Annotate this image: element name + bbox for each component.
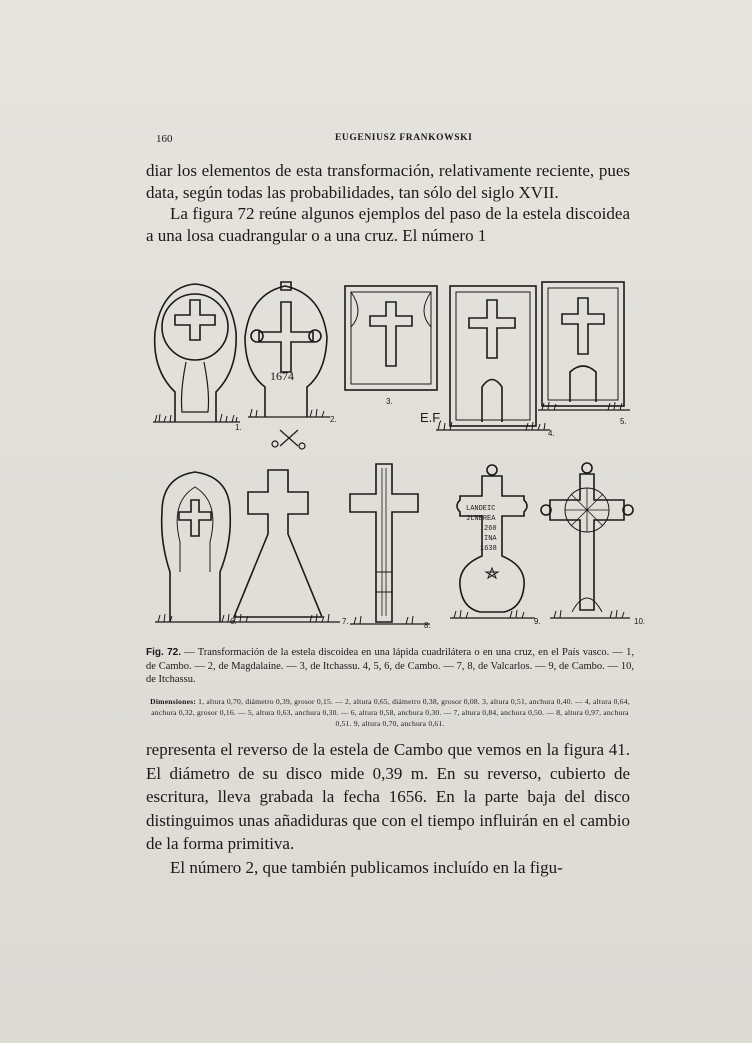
figure-72: [150, 272, 660, 637]
stele-4: [436, 286, 550, 430]
decorative-symbol: [272, 430, 305, 449]
figure-label-2: 2.: [330, 415, 337, 424]
caption-text: — Transformación de la estela discoidea en una lápida cuadrilátera o en una cruz, en el País vasco. — 1, de Cambo. — 2, de Magdalaine. — 3, de Itchassu. 4, 5, 6, de Cambo. — 7, 8, de Valcarlos. — 9, de Cambo. — 10, de Itchassu.: [146, 647, 634, 685]
stele-1: [153, 284, 240, 422]
figure-label-10: 10.: [634, 617, 646, 626]
figure-label-5: 5.: [620, 417, 627, 426]
running-head: [150, 133, 630, 149]
caption-label: Fig. 72.: [146, 647, 182, 658]
dimensions-label: Dimensiones:: [150, 697, 197, 706]
stele-2: [245, 282, 330, 417]
paragraph-4: El número 2, que también publicamos incluído en la figu-: [170, 857, 563, 877]
figure-label-7: 7.: [342, 617, 349, 626]
paragraph-3: representa el reverso de la estela de Cambo que vemos en la figura 41. El diámetro de su disco mide 0,39 m. En su reverso, cubierto de escritura, lleva grabada la fecha 1656. En la parte baja del disco distinguimos unas añadiduras que con el tiempo influirán en el cambio de la forma primitiva.: [146, 740, 630, 853]
paragraph-1: diar los elementos de esta transformación, relativamente reciente, pues data, según todas las probabilidades, tan sólo del siglo XVII.: [146, 161, 630, 202]
stele-9: [450, 465, 535, 618]
author-name: EUGENIUSZ FRANKOWSKI: [335, 133, 473, 143]
figure-label-3: 3.: [386, 397, 393, 406]
figure-label-6: 6.: [230, 617, 237, 626]
stele-3: [345, 286, 437, 390]
body-text-top: [146, 160, 630, 246]
figure-label-8: 8.: [424, 621, 431, 630]
dimensions-text: 1, altura 0,70, diámetro 0,39, grosor 0,15. — 2, altura 0,65, diámetro 0,38, grosor 0,08. 3, altura 0,51, anchura 0,40. — 4, altura 0,64, anchura 0,32, grosor 0,16. — 5, altura 0,63, anchura 0,30. — 6, altura 0,58, anchura 0,30. — 7, altura 0,84, anchura 0,50. — 8, altura 0,97, anchura 0,51. 9, altura 0,70, anchura 0,61.: [151, 697, 630, 728]
figure-label-9: 9.: [534, 617, 541, 626]
inscription-line-2: JLNEREA: [466, 515, 496, 523]
stele-illustrations: [150, 272, 660, 637]
stele-7: [230, 470, 340, 622]
figure-label-4: 4.: [548, 429, 555, 438]
dimensions-note: [146, 696, 634, 729]
stele-10: [541, 463, 633, 618]
stele-6: [155, 472, 235, 622]
inscription-1674: 1674: [270, 369, 294, 383]
figure-caption: [146, 646, 634, 687]
figure-label-1: 1.: [235, 423, 242, 432]
body-text-bottom: [146, 738, 630, 879]
stele-8: [350, 464, 430, 624]
paragraph-2: La figura 72 reúne algunos ejemplos del paso de la estela discoidea a una losa cuadrangular o a una cruz. El número 1: [146, 204, 630, 245]
artist-initials: E.F.: [420, 410, 443, 425]
inscription-line-3: 260: [484, 525, 497, 533]
page-number: 160: [156, 133, 173, 145]
inscription-line-5: 1638: [480, 545, 497, 553]
stele-5: [538, 282, 630, 410]
inscription-line-1: LANDEIC: [466, 505, 496, 513]
inscription-line-4: INA: [484, 535, 497, 543]
